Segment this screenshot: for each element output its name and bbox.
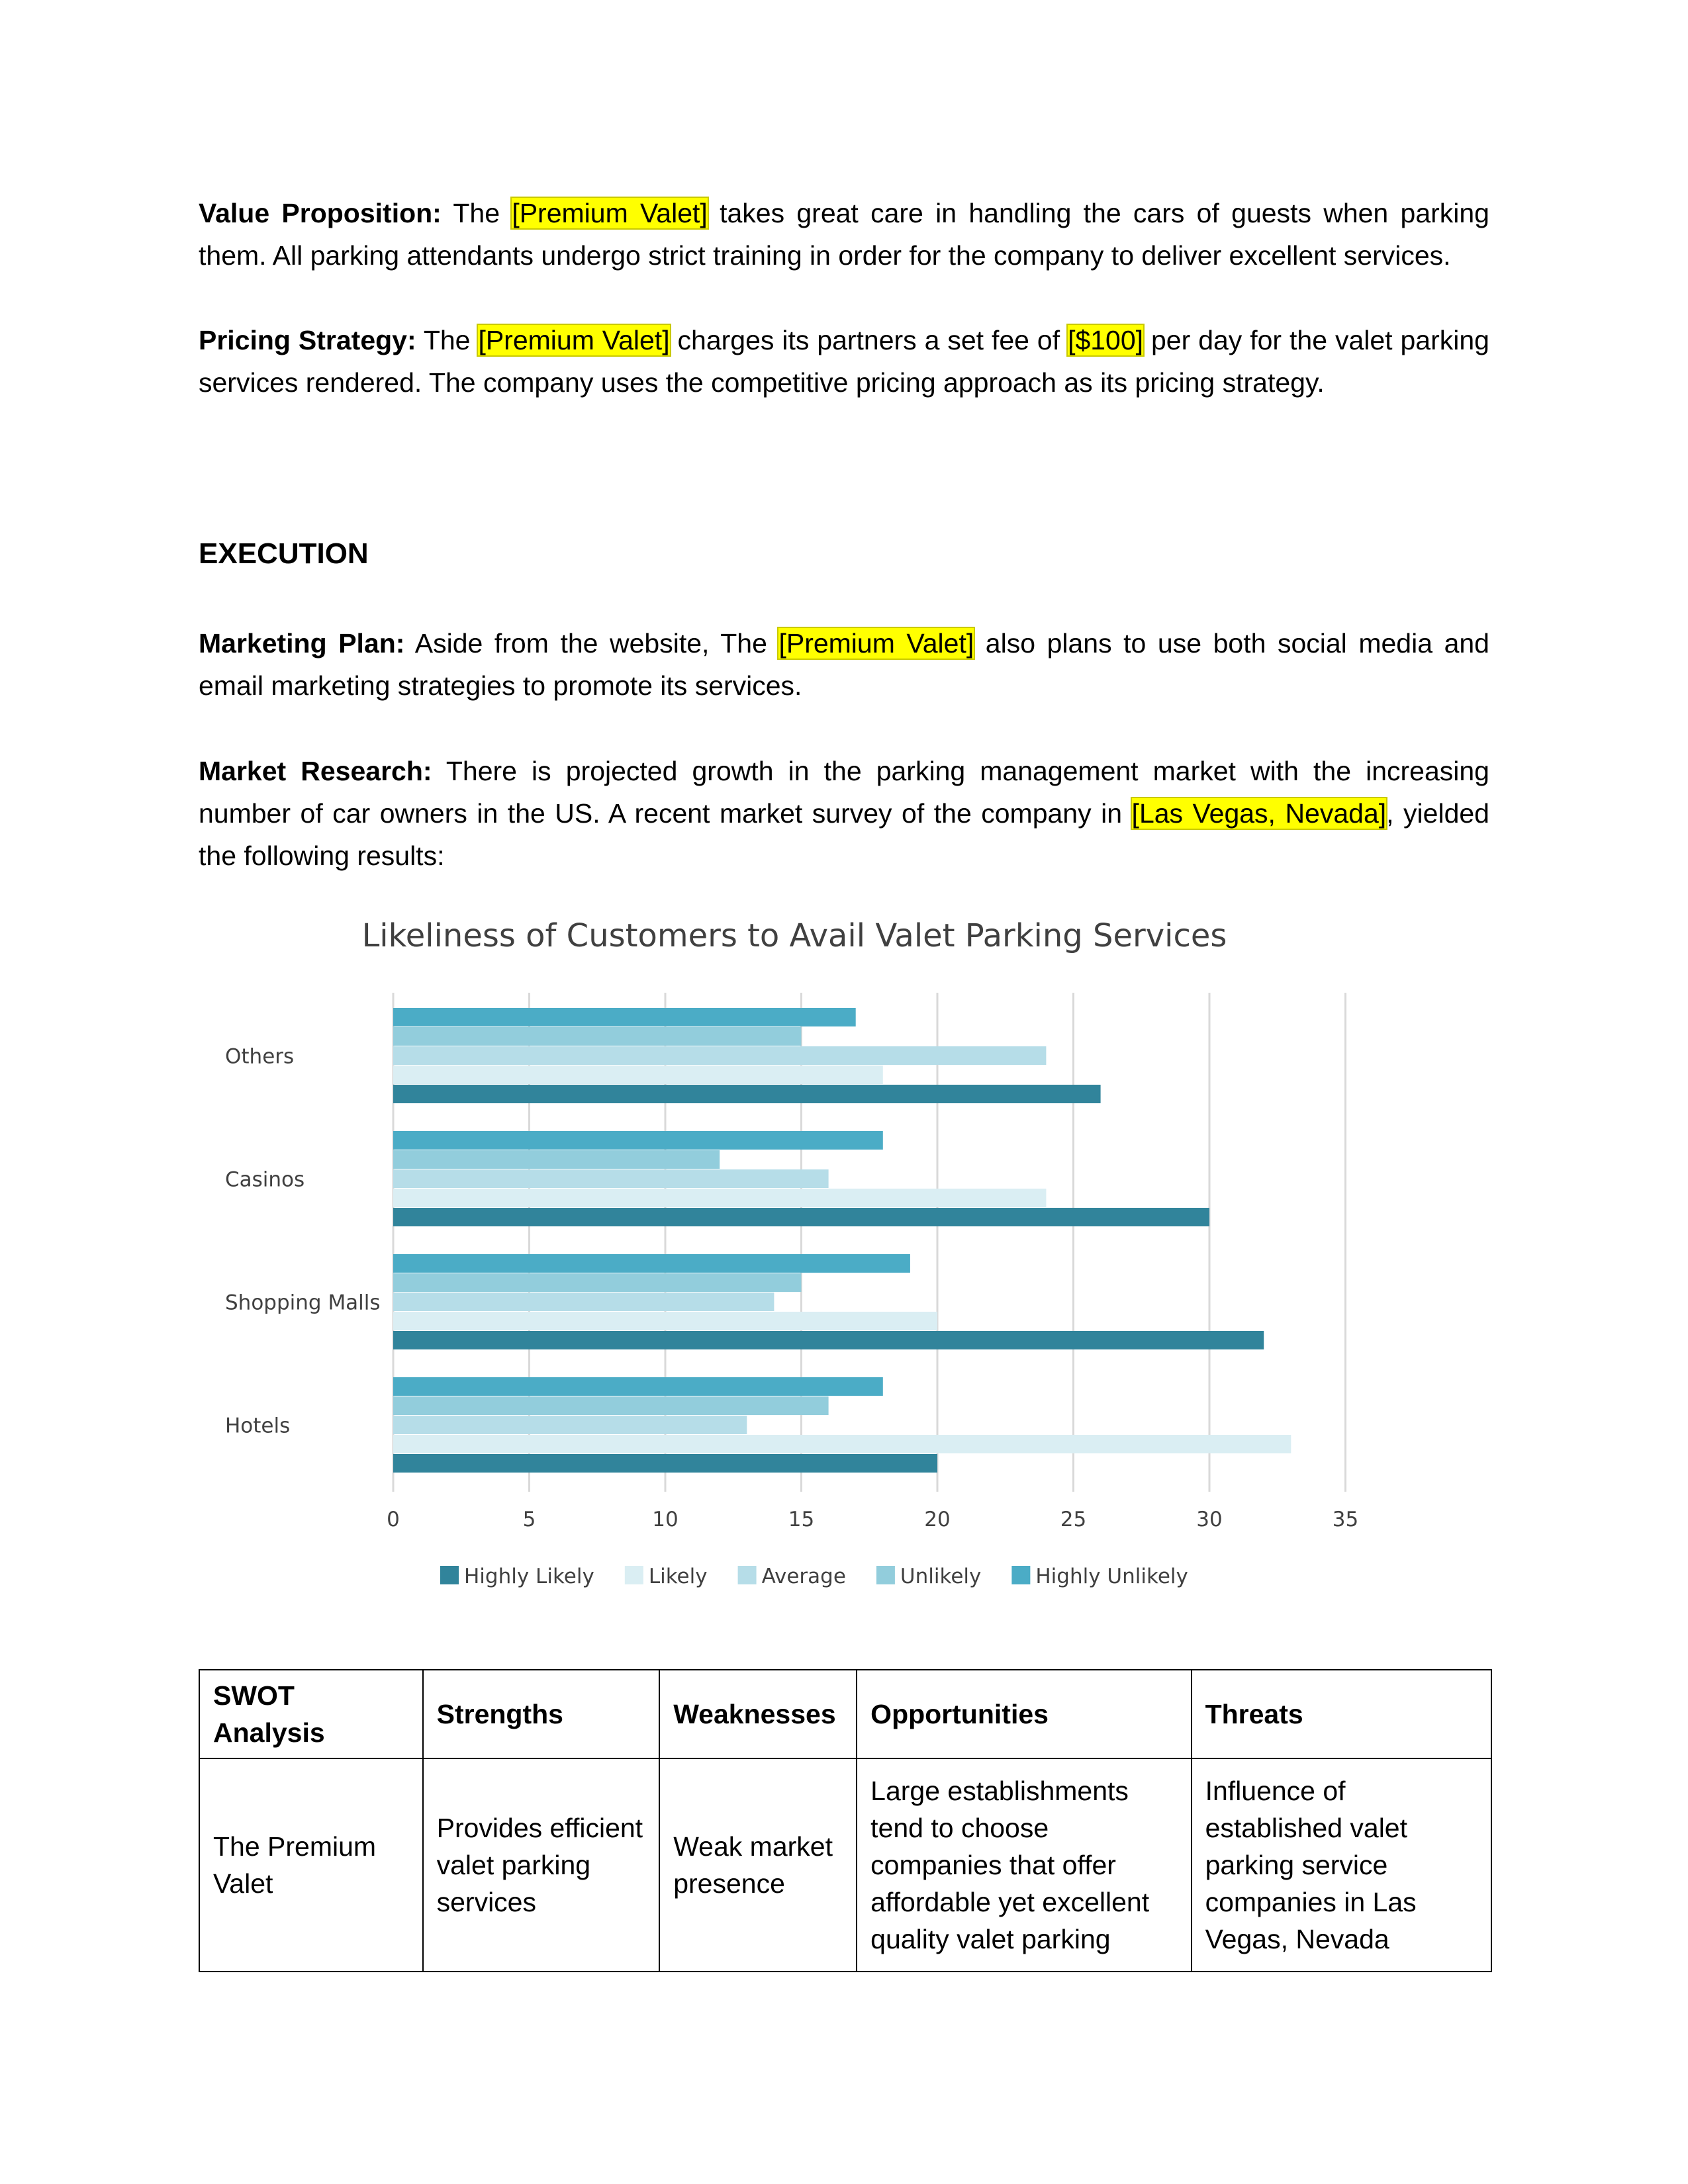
swot-header-analysis: SWOT Analysis — [199, 1670, 423, 1758]
bar-hotels-unlikely — [393, 1396, 829, 1415]
market-research-paragraph — [199, 750, 1489, 877]
pricing-strategy-label: Pricing Strategy: — [199, 325, 416, 355]
pricing-strategy-text-3: per day for the valet parking services rendered. The company uses the competitive pricing approach as its pricing strategy. — [199, 325, 1489, 398]
bar-others-likely — [393, 1066, 883, 1084]
x-tick-label: 20 — [924, 1508, 951, 1531]
bar-hotels-highly-unlikely — [393, 1377, 883, 1396]
market-research-text-1: There is projected growth in the parking management market with the increasing number of car owners in the US. A recent market survey of the company in — [199, 756, 1489, 829]
bar-casinos-average — [393, 1169, 829, 1188]
x-tick-label: 15 — [788, 1508, 815, 1531]
legend-label: Highly Unlikely — [1035, 1565, 1188, 1588]
legend-swatch — [738, 1566, 757, 1584]
pricing-strategy-paragraph — [199, 319, 1489, 404]
value-proposition-paragraph — [199, 192, 1489, 277]
category-label: Casinos — [225, 1167, 305, 1192]
swot-data-row — [199, 1758, 1491, 1972]
swot-cell-opportunities: Large establishments tend to choose companies that offer affordable yet excellent quality valet parking — [857, 1758, 1191, 1972]
legend-label: Highly Likely — [464, 1565, 594, 1588]
highlighted-fee: [$100] — [1068, 325, 1144, 355]
x-tick-label: 35 — [1332, 1508, 1359, 1531]
marketing-plan-text-2: also plans to use both social media and email marketing strategies to promote its services. — [199, 628, 1489, 701]
value-proposition-text-2: takes great care in handling the cars of guests when parking them. All parking attendants undergo strict training in order for the company to deliver excellent services. — [199, 198, 1489, 271]
chart-title: Likeliness of Customers to Avail Valet Parking Services — [361, 917, 1227, 954]
swot-header-strengths: Strengths — [423, 1670, 660, 1758]
market-research-text-2: , yielded the following results: — [199, 798, 1489, 871]
legend-swatch — [1011, 1566, 1030, 1584]
swot-header-weaknesses: Weaknesses — [659, 1670, 857, 1758]
bar-others-highly-likely — [393, 1085, 1101, 1103]
pricing-strategy-text-2: charges its partners a set fee of — [669, 325, 1068, 355]
category-label: Others — [225, 1044, 295, 1069]
x-tick-label: 5 — [522, 1508, 536, 1531]
bar-casinos-highly-likely — [393, 1208, 1209, 1226]
x-tick-label: 25 — [1060, 1508, 1087, 1531]
swot-header-opportunities: Opportunities — [857, 1670, 1191, 1758]
swot-cell-weaknesses: Weak market presence — [659, 1758, 857, 1972]
legend-swatch — [625, 1566, 643, 1584]
bar-casinos-highly-unlikely — [393, 1131, 883, 1150]
bar-hotels-likely — [393, 1435, 1291, 1453]
bar-others-average — [393, 1046, 1046, 1065]
bar-shopping-malls-highly-likely — [393, 1331, 1264, 1349]
bar-others-highly-unlikely — [393, 1008, 856, 1026]
x-tick-label: 0 — [387, 1508, 400, 1531]
marketing-plan-text-1: Aside from the website, The — [404, 628, 779, 659]
pricing-strategy-text-1: The — [416, 325, 479, 355]
x-tick-label: 10 — [652, 1508, 679, 1531]
bar-others-unlikely — [393, 1027, 802, 1046]
highlighted-company-name: [Premium Valet] — [478, 325, 670, 355]
bar-shopping-malls-average — [393, 1293, 774, 1311]
bar-shopping-malls-highly-unlikely — [393, 1254, 910, 1273]
highlighted-location: [Las Vegas, Nevada] — [1131, 798, 1387, 829]
category-label: Hotels — [225, 1414, 291, 1438]
highlighted-company-name: [Premium Valet] — [512, 198, 708, 228]
swot-header-row — [199, 1670, 1491, 1758]
value-proposition-label: Value Proposition: — [199, 198, 442, 228]
highlighted-company-name: [Premium Valet] — [778, 628, 974, 659]
bar-hotels-highly-likely — [393, 1454, 937, 1473]
market-research-label: Market Research: — [199, 756, 432, 786]
bar-casinos-unlikely — [393, 1150, 720, 1169]
category-label: Shopping Malls — [225, 1291, 381, 1315]
swot-table — [199, 1669, 1492, 1972]
value-proposition-text-1: The — [441, 198, 512, 228]
likeliness-bar-chart — [199, 913, 1456, 1602]
bar-hotels-average — [393, 1416, 747, 1434]
marketing-plan-label: Marketing Plan: — [199, 628, 405, 659]
legend-swatch — [876, 1566, 895, 1584]
legend-label: Unlikely — [900, 1565, 982, 1588]
execution-heading: EXECUTION — [199, 537, 369, 570]
bar-casinos-likely — [393, 1189, 1046, 1207]
swot-cell-strengths: Provides efficient valet parking services — [423, 1758, 660, 1972]
x-tick-label: 30 — [1196, 1508, 1223, 1531]
marketing-plan-paragraph — [199, 622, 1489, 707]
legend-label: Average — [761, 1565, 846, 1588]
legend-label: Likely — [648, 1565, 708, 1588]
swot-header-threats: Threats — [1192, 1670, 1491, 1758]
swot-cell-subject: The Premium Valet — [199, 1758, 423, 1972]
bar-shopping-malls-unlikely — [393, 1273, 802, 1292]
legend-swatch — [440, 1566, 459, 1584]
swot-cell-threats: Influence of established valet parking service companies in Las Vegas, Nevada — [1192, 1758, 1491, 1972]
bar-shopping-malls-likely — [393, 1312, 937, 1330]
